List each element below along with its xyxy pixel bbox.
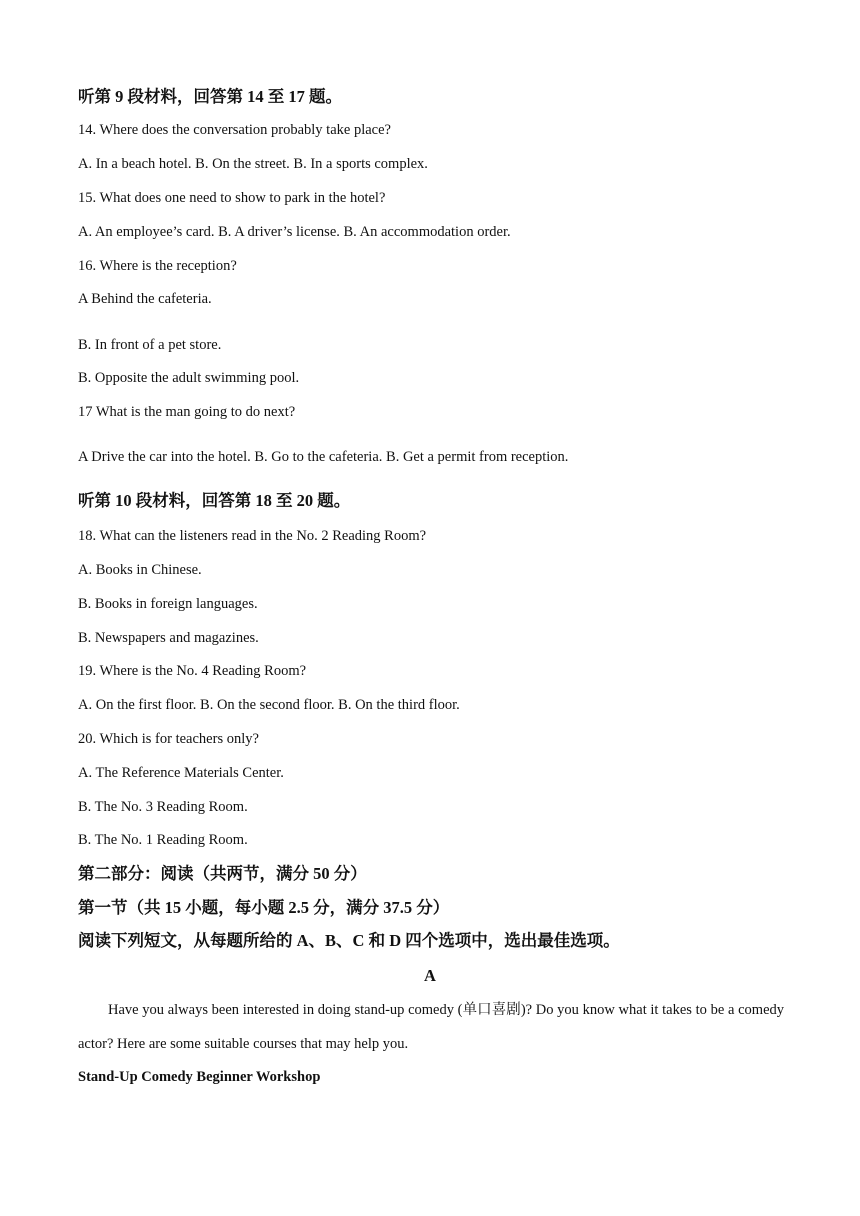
question-16: 16. Where is the reception? [78,258,237,274]
question-20-option-b: B. The No. 3 Reading Room. [78,799,248,815]
passage-intro: Have you always been interested in doing stand-up comedy (单口喜剧)? Do you know what it takes to be a comedy actor? Here are some suitable courses that may help you. [78,1002,784,1052]
question-16-option-b: B. In front of a pet store. [78,337,222,353]
question-18-option-b: B. Books in foreign languages. [78,596,258,612]
part-2-heading: 第二部分：阅读（共两节，满分 50 分） [78,864,367,883]
section-1-heading: 第一节（共 15 小题，每小题 2.5 分，满分 37.5 分） [78,898,450,917]
reading-instruction: 阅读下列短文，从每题所给的 A、B、C 和 D 四个选项中，选出最佳选项。 [78,931,620,950]
question-18-option-c: B. Newspapers and magazines. [78,630,259,646]
question-19-options: A. On the first floor. B. On the second floor. B. On the third floor. [78,697,460,713]
question-14: 14. Where does the conversation probably take place? [78,122,391,138]
section-10-heading: 听第 10 段材料，回答第 18 至 20 题。 [78,491,351,510]
question-15-options: A. An employee’s card. B. A driver’s license. B. An accommodation order. [78,224,511,240]
question-14-options: A. In a beach hotel. B. On the street. B. In a sports complex. [78,156,428,172]
question-16-option-a: A Behind the cafeteria. [78,291,212,307]
question-18-option-a: A. Books in Chinese. [78,562,202,578]
question-19: 19. Where is the No. 4 Reading Room? [78,663,307,679]
question-16-option-c: B. Opposite the adult swimming pool. [78,370,300,386]
passage-label: A [424,966,436,985]
question-18: 18. What can the listeners read in the No. 2 Reading Room? [78,528,427,544]
question-17-options: A Drive the car into the hotel. B. Go to the cafeteria. B. Get a permit from reception. [78,449,569,465]
question-20-option-c: B. The No. 1 Reading Room. [78,832,248,848]
section-9-heading: 听第 9 段材料，回答第 14 至 17 题。 [78,87,342,106]
question-20: 20. Which is for teachers only? [78,731,259,747]
question-17: 17 What is the man going to do next? [78,404,296,420]
question-15: 15. What does one need to show to park in the hotel? [78,190,386,206]
question-20-option-a: A. The Reference Materials Center. [78,765,284,781]
course-title: Stand-Up Comedy Beginner Workshop [78,1069,321,1085]
